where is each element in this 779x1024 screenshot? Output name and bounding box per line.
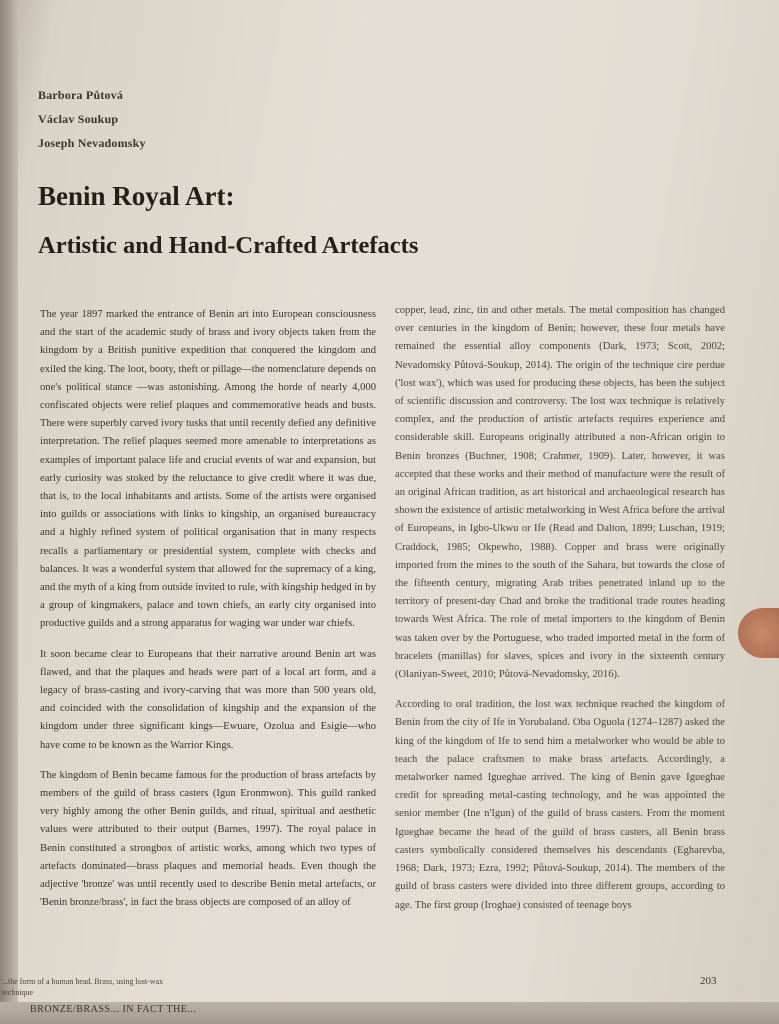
- book-spine-shadow: [0, 0, 18, 1024]
- paragraph: copper, lead, zinc, tin and other metals. The metal composition has changed over centuries in the kingdom of Benin; however, these four metals have remained the essential alloy components (Dark, 1973; Scott, 2002; Nevadomsky Půtová-Soukup, 2014). The origin of the technique cire perdue ('lost wax'), which was used for producing these objects, has been the subject of scientific discussion and controversy. The lost wax technique is relatively complex, and the production of artistic artefacts requires experience and considerable skill. Europeans originally attributed a non-African origin to Benin bronzes (Buchner, 1908; Crahmer, 1909). Later, however, it was accepted that these works and their method of manufacture were the result of an original African tradition, as art historical and archaeological research has shown the existence of artistic metalworking in West Africa before the arrival of Europeans, in Igbo-Ukwu or Ife (Read and Dalton, 1899; Luschan, 1919; Craddock, 1985; Okpewho, 1988). Copper and brass were originally imported from the mines to the south of the Sahara, but towards the close of the fifteenth century, migrating Arab tribes penetrated inland up to the territory of present-day Chad and broke the traditional trade routes heading towards West Africa. The role of metal importers to the kingdom of Benin was taken over by the Portuguese, who traded imported metal in the form of bracelets (manillas) for slaves, spices and ivory in the sixteenth century (Olaniyan-Sweet, 2010; Půtová-Nevadomsky, 2016).: [395, 305, 725, 681]
- paragraph: It soon became clear to Europeans that their narrative around Benin art was flawed, and that the plaques and heads were part of a local art form, and a legacy of brass-casting and ivory-carving that was more than 500 years old, and coincided with the consolidation of kingship and the expansion of the kingdom under three significant kings—Ewuare, Ozolua and Esigie—who have come to be known as the Warrior Kings.: [40, 648, 376, 751]
- author-name: Joseph Nevadomsky: [38, 136, 146, 150]
- paragraph: According to oral tradition, the lost wax technique reached the kingdom of Benin from the city of Ife in Yorubaland. Oba Oguola (1274–1287) asked the king of the kingdom of Ife to send him a metalworker who would be able to teach the palace craftsmen to make brass artefacts. Accordingly, a metalworker named Igueghae arrived. The king of Benin gave Igueghae credit for spreading metal-casting technology, and he was appointed the senior member (Ine n'Igun) of the guild of brass casters. From the moment Igueghae became the head of the guild of brass casters, all Benin brass casters symbolically considered themselves his descendants (Egharevba, 1968; Dark, 1973; Ezra, 1992; Půtová-Soukup, 2014). The members of the guild of brass casters were divided into three different groups, according to age. The first group (Iroghae) consisted of teenage boys: [395, 699, 725, 911]
- figure-caption: ...the form of a human head. Brass, using lost-wax technique: [2, 977, 164, 997]
- finger-icon: [738, 608, 779, 658]
- page-number: 203: [700, 975, 717, 987]
- title-line-1: Benin Royal Art:: [38, 181, 235, 211]
- next-page-text: BRONZE/BRASS... IN FACT THE...: [30, 1004, 197, 1015]
- paragraph: The kingdom of Benin became famous for the production of brass artefacts by members of the guild of brass casters (Igun Eronmwon). This guild ranked very highly among the other Benin guilds, and ritual, spiritual and aesthetic values were attributed to their output (Barnes, 1997). The royal palace in Benin constituted a strongbox of artistic works, among which two types of artefacts dominated—brass plaques and memorial heads. Even though the adjective 'bronze' was until recently used to describe Benin metal artefacts, or 'Benin bronze/brass', in fact the brass objects are composed of an alloy of: [40, 769, 376, 909]
- author-name: Václav Soukup: [38, 112, 119, 126]
- title-line-2: Artistic and Hand-Crafted Artefacts: [38, 232, 419, 259]
- paragraph: The year 1897 marked the entrance of Benin art into European consciousness and the start of the academic study of brass and ivory objects taken from the kingdom by a British punitive expedition that conquered the kingdom and exiled the king. The loot, booty, theft or pillage—the nomenclature depends on one's political stance —was astonishing. Among the horde of nearly 4,000 confiscated objects were relief plaques and commemorative heads and busts. There were superbly carved ivory tusks that until recently defied any definitive interpretation. The relief plaques seemed more amenable to interpretations as examples of important palace life and crucial events of war and expansion, but early curiosity was stoked by the reluctance to give credit where it was due, that is, to the local inhabitants and artists. Some of the artists were organised into guilds or associations with links to kingship, an organised bureaucracy and a highly refined system of political organisation that in many respects recalls a parliamentary or presidential system, complete with checks and balances. It was a wonderful system that allowed for the supremacy of a king, and the myth of a king from outside invited to rule, with kingship hedged in by a group of kingmakers, palace and town chiefs, an early city organised into productive guilds and a strong apparatus for waging war under war chiefs.: [40, 309, 376, 630]
- chapter-title: [38, 176, 738, 266]
- author-list: [38, 88, 146, 160]
- text-column-left: [40, 306, 376, 925]
- author-name: Barbora Půtová: [38, 88, 124, 102]
- text-column-right: [395, 302, 725, 927]
